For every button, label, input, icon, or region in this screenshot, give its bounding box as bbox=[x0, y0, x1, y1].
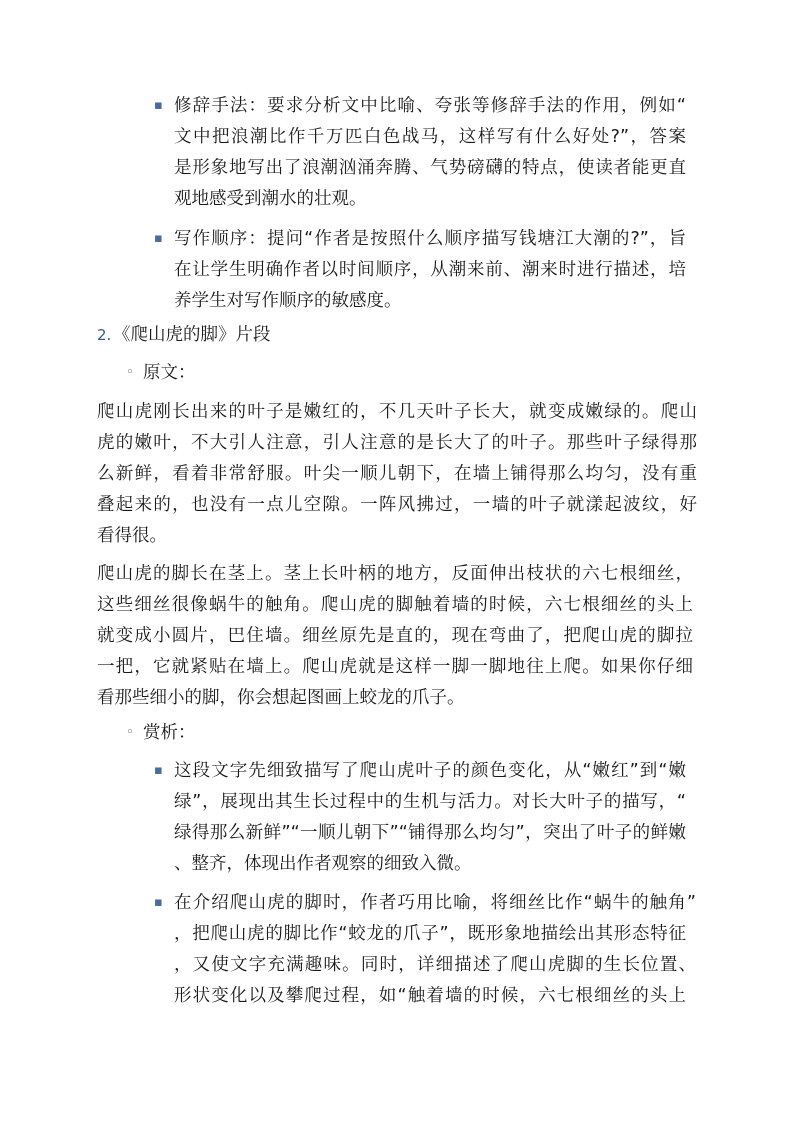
text-line: 修辞手法：要求分析文中比喻、夸张等修辞手法的作用，例如“ bbox=[174, 96, 686, 116]
analysis-label: 赏析： bbox=[143, 723, 196, 743]
text-line: 在介绍爬山虎的脚时，作者巧用比喻，将细丝比作“蜗牛的触角” bbox=[174, 893, 696, 913]
text-line: 绿”，展现出其生长过程中的生机与活力。对长大叶子的描写，“ bbox=[174, 792, 686, 812]
text-line: 这段文字先细致描写了爬山虎叶子的颜色变化，从“嫩红”到“嫩 bbox=[174, 761, 686, 781]
text-line: 文中把浪潮比作千万匹白色战马，这样写有什么好处?”，答案 bbox=[174, 127, 686, 147]
text-line: 观地感受到潮水的壮观。 bbox=[174, 189, 367, 209]
text-line: 、整齐，体现出作者观察的细致入微。 bbox=[174, 854, 472, 874]
section-title: 《爬山虎的脚》片段 bbox=[113, 325, 271, 345]
square-bullet-icon: ▪ bbox=[154, 98, 163, 113]
text-line: 么新鲜，看着非常舒服。叶尖一顺儿朝下，在墙上铺得那么均匀，没有重 bbox=[97, 464, 697, 484]
text-line: 形状变化以及攀爬过程，如“触着墙的时候，六七根细丝的头上 bbox=[174, 986, 686, 1006]
text-line: 写作顺序：提问“作者是按照什么顺序描写钱塘江大潮的?”，旨 bbox=[174, 229, 686, 249]
original-label: 原文： bbox=[143, 363, 196, 383]
hollow-circle-bullet-icon: ◦ bbox=[126, 725, 134, 740]
text-line: 绿得那么新鲜”“一顺儿朝下”“铺得那么均匀”，突出了叶子的鲜嫩 bbox=[174, 823, 686, 843]
square-bullet-icon: ▪ bbox=[154, 231, 163, 246]
text-line: 在让学生明确作者以时间顺序，从潮来前、潮来时进行描述，培 bbox=[174, 260, 686, 280]
square-bullet-icon: ▪ bbox=[154, 895, 163, 910]
text-line: 虎的嫩叶，不大引人注意，引人注意的是长大了的叶子。那些叶子绿得那 bbox=[97, 433, 697, 453]
text-line: 爬山虎的脚长在茎上。茎上长叶柄的地方，反面伸出枝状的六七根细丝， bbox=[97, 564, 693, 584]
text-line: 看那些细小的脚，你会想起图画上蛟龙的爪子。 bbox=[97, 688, 465, 708]
text-line: ，又使文字充满趣味。同时，详细描述了爬山虎脚的生长位置、 bbox=[174, 955, 696, 975]
text-line: 叠起来的，也没有一点儿空隙。一阵风拂过，一墙的叶子就漾起波纹，好 bbox=[97, 495, 697, 515]
text-line: 是形象地写出了浪潮汹涌奔腾、气势磅礴的特点，使读者能更直 bbox=[174, 158, 686, 178]
text-line: 一把，它就紧贴在墙上。爬山虎就是这样一脚一脚地往上爬。如果你仔细 bbox=[97, 657, 693, 677]
square-bullet-icon: ▪ bbox=[154, 763, 163, 778]
text-line: 爬山虎刚长出来的叶子是嫩红的，不几天叶子长大，就变成嫩绿的。爬山 bbox=[97, 402, 697, 422]
list-number: 2. bbox=[97, 326, 112, 344]
text-line: 养学生对写作顺序的敏感度。 bbox=[174, 291, 402, 311]
text-line: 这些细丝很像蜗牛的触角。爬山虎的脚触着墙的时候，六七根细丝的头上 bbox=[97, 595, 693, 615]
text-line: 就变成小圆片，巴住墙。细丝原先是直的，现在弯曲了，把爬山虎的脚拉 bbox=[97, 626, 693, 646]
text-line: ，把爬山虎的脚比作“蛟龙的爪子”，既形象地描绘出其形态特征 bbox=[174, 924, 686, 944]
hollow-circle-bullet-icon: ◦ bbox=[126, 365, 134, 380]
text-line: 看得很。 bbox=[97, 526, 167, 546]
